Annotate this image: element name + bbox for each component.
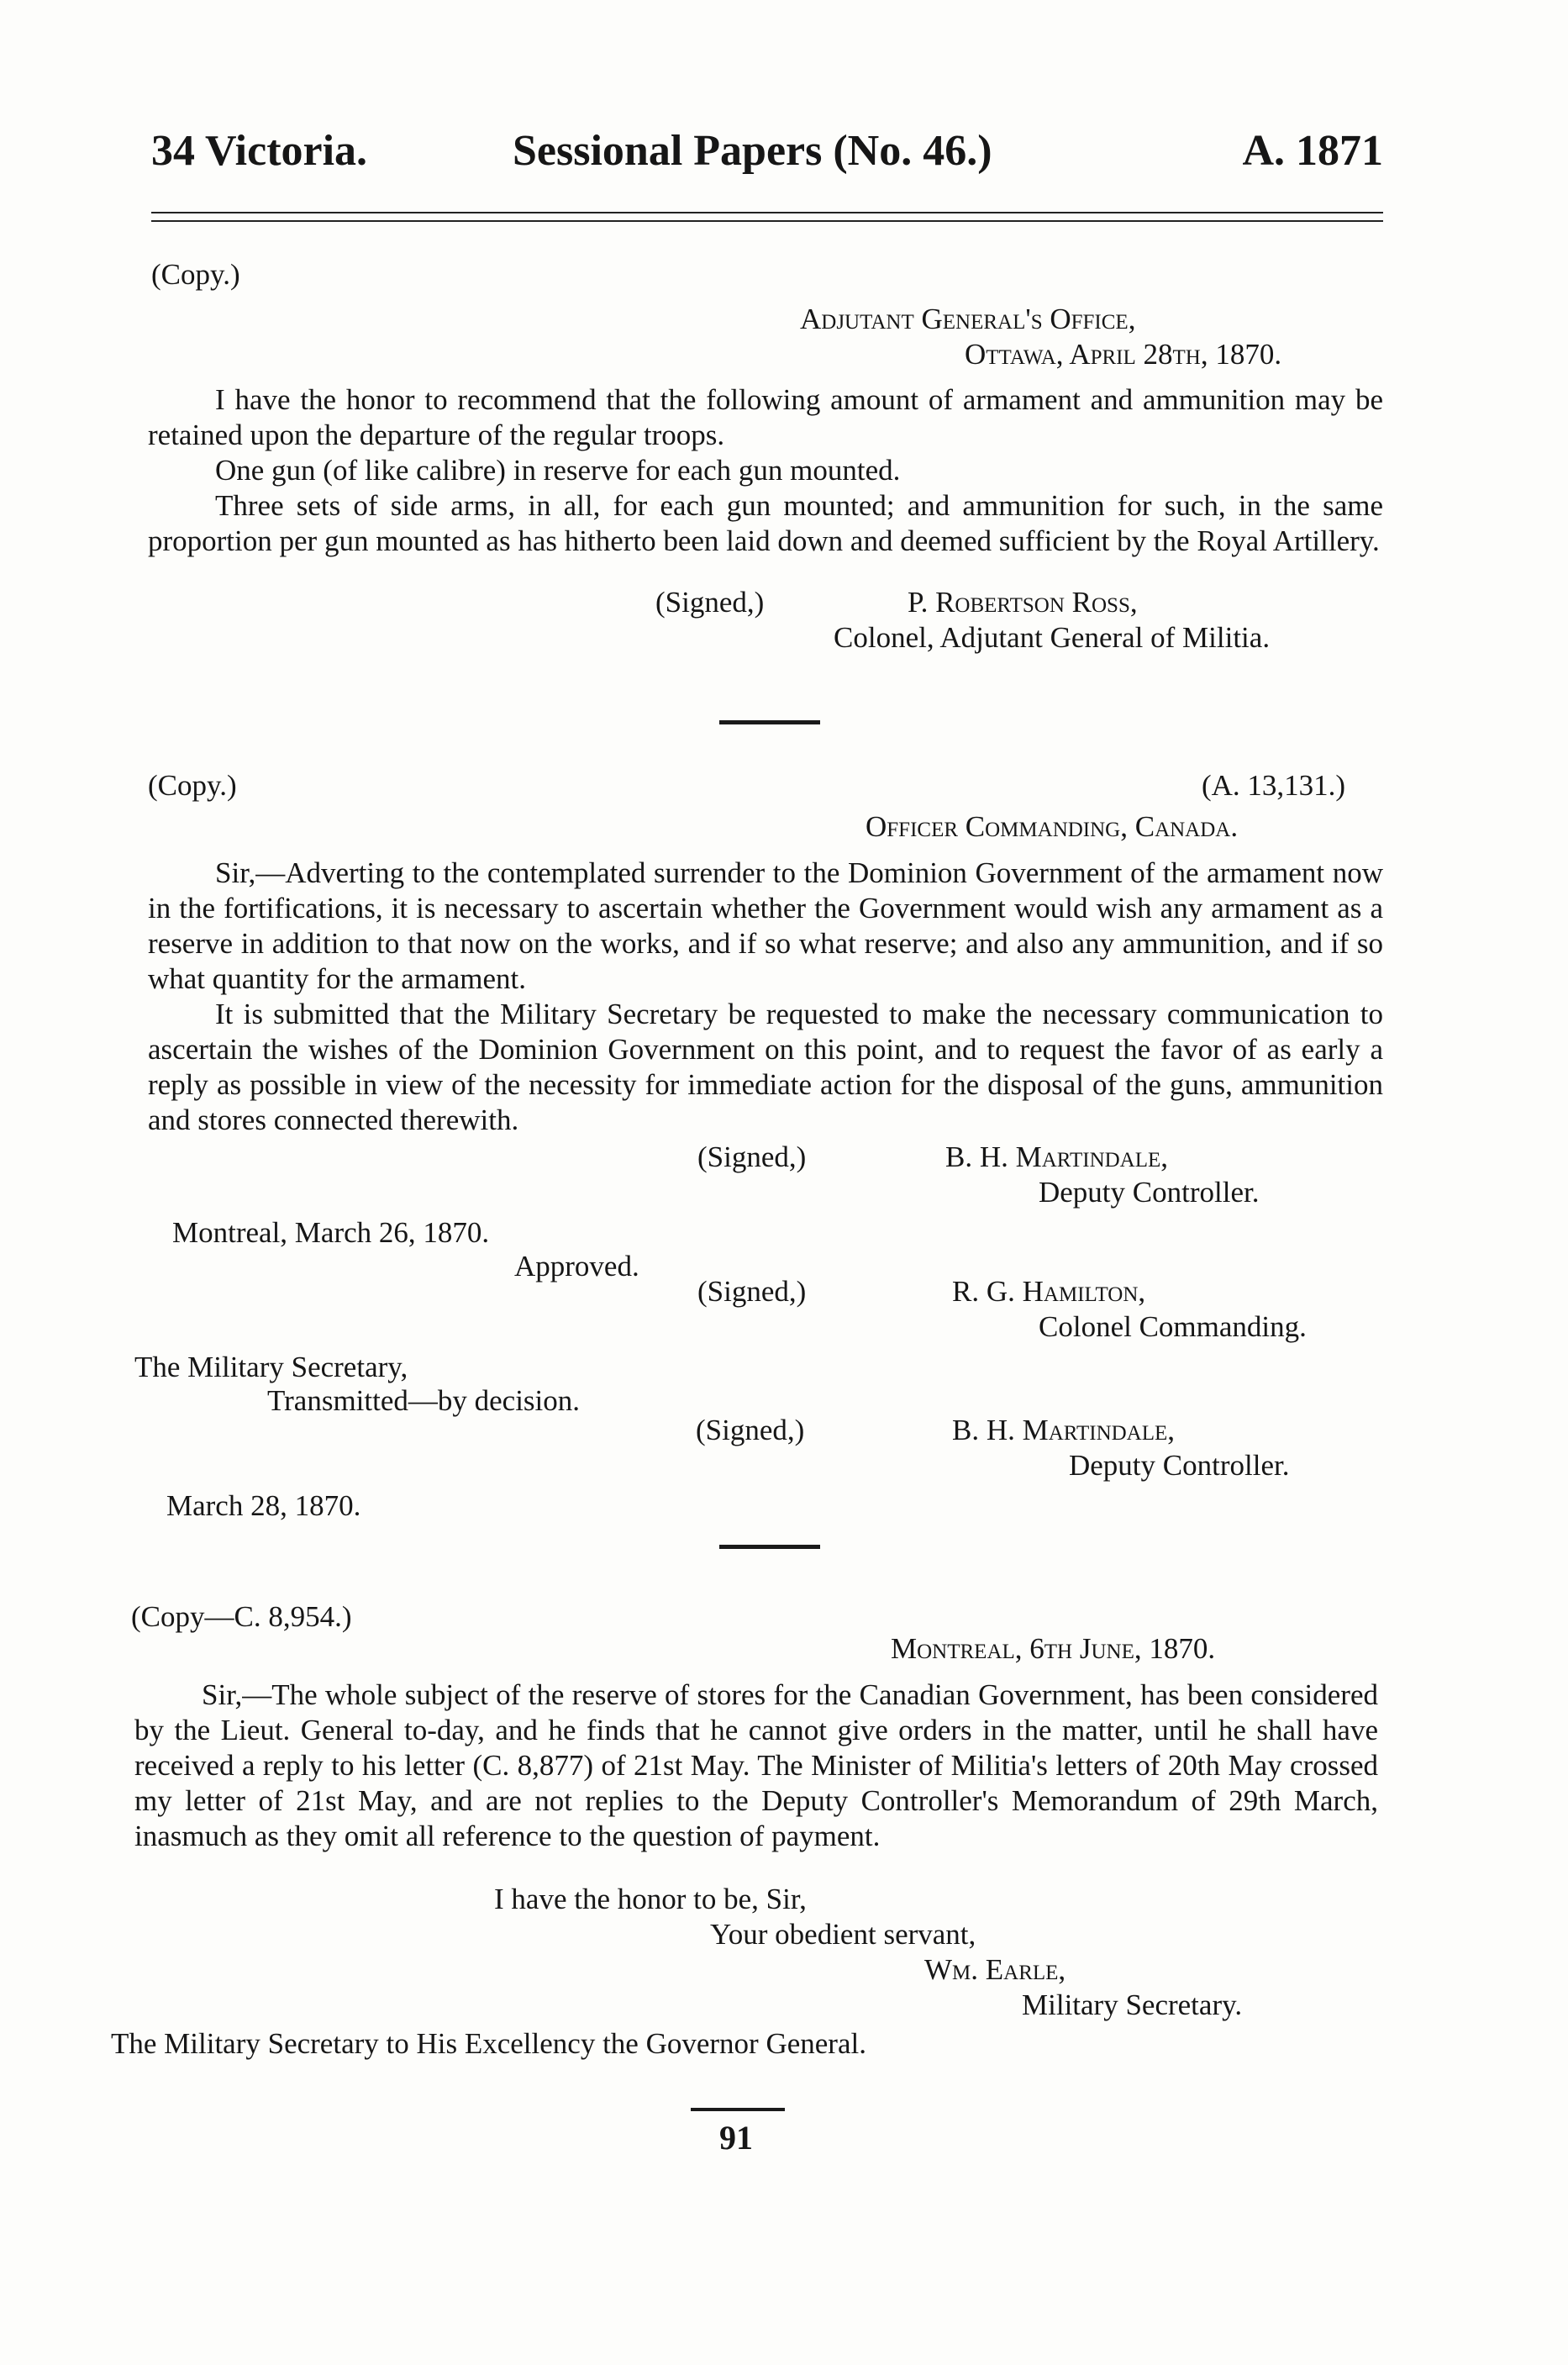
letter1-body (148, 382, 1383, 559)
section-separator (719, 1545, 820, 1549)
letter2-paragraph: It is submitted that the Military Secretary be requested to make the necessary communication to ascertain the wishes of the Dominion Government on this point, and to request the favor of as early a reply as possible in view of the necessity for immediate action for the disposal of the guns, ammunition and stores connected therewith. (148, 998, 1383, 1136)
letter2-place-date: Montreal, March 26, 1870. (172, 1216, 490, 1249)
header-left: 34 Victoria. (151, 127, 368, 175)
letter2-date2: March 28, 1870. (166, 1489, 361, 1522)
letter2-signed-1: (Signed,) (697, 1140, 807, 1173)
letter2-paragraph: Sir,—Adverting to the contemplated surrender to the Dominion Government of the armament now in the fortifications, it is necessary to ascertain whether the Government would wish any armament as a reserve in addition to that now on the works, and if so what reserve; and also any ammunition, and if so what quantity for the armament. (148, 856, 1383, 995)
letter1-signer-name: P. Robertson Ross, (908, 586, 1138, 619)
letter2-addressee: The Military Secretary, (134, 1351, 408, 1383)
letter2-copy-label: (Copy.) (148, 769, 237, 802)
letter1-paragraph: One gun (of like calibre) in reserve for each gun mounted. (215, 454, 901, 487)
letter3-paragraph: Sir,—The whole subject of the reserve of stores for the Canadian Government, has been considered by the Lieut. General to-day, and he finds that he cannot give orders in the matter, until he shall have received a reply to his letter (C. 8,877) of 21st May. The Minister of Militia's letters of 20th May crossed my letter of 21st May, and are not replies to the Deputy Controller's Memorandum of 29th March, inasmuch as they omit all reference to the question of payment. (134, 1678, 1378, 1852)
letter3-place-date: Montreal, 6th June, 1870. (891, 1632, 1216, 1665)
footer-rule (691, 2108, 785, 2111)
letter1-signed: (Signed,) (655, 586, 765, 619)
letter1-place-date: Ottawa, April 28th, 1870. (965, 338, 1282, 371)
letter2-signer-name-1: B. H. Martindale, (945, 1140, 1169, 1173)
header-center: Sessional Papers (No. 46.) (513, 127, 992, 175)
letter1-office: Adjutant General's Office, (800, 303, 1136, 335)
section-separator (719, 720, 820, 724)
letter3-addressee: The Military Secretary to His Excellency the Governor General. (111, 2027, 866, 2060)
letter3-closing-1: I have the honor to be, Sir, (494, 1883, 807, 1915)
letter2-signed-2: (Signed,) (697, 1275, 807, 1308)
letter3-body (134, 1678, 1378, 1854)
letter1-copy-label: (Copy.) (151, 258, 240, 291)
letter3-closing-2: Your obedient servant, (710, 1918, 976, 1951)
letter2-reference: (A. 13,131.) (1202, 769, 1346, 802)
running-header (151, 126, 1383, 193)
letter1-paragraph: Three sets of side arms, in all, for each gun mounted; and ammunition for such, in the same proportion per gun mounted as has hitherto been laid down and deemed sufficient by the Royal Artillery. (148, 489, 1383, 557)
letter1-paragraph: I have the honor to recommend that the following amount of armament and ammunition may be retained upon the departure of the regular troops. (148, 383, 1383, 451)
letter2-approved: Approved. (514, 1250, 639, 1283)
letter2-body (148, 856, 1383, 1138)
letter1-signer-title: Colonel, Adjutant General of Militia. (834, 621, 1271, 654)
page-number: 91 (719, 2119, 753, 2157)
letter3-copy-label: (Copy—C. 8,954.) (131, 1600, 352, 1633)
header-rule-top (151, 212, 1383, 213)
letter2-signer-name-2: R. G. Hamilton, (952, 1275, 1146, 1308)
letter3-signer-title: Military Secretary. (1022, 1988, 1243, 2021)
header-rule-bottom (151, 220, 1383, 222)
letter3-signer-name: Wm. Earle, (924, 1953, 1066, 1986)
letter2-office: Officer Commanding, Canada. (866, 810, 1239, 843)
letter2-signer-title-1: Deputy Controller. (1039, 1176, 1260, 1209)
header-right: A. 1871 (1242, 127, 1383, 175)
letter2-signer-name-3: B. H. Martindale, (952, 1414, 1176, 1446)
letter2-transmitted: Transmitted—by decision. (267, 1384, 581, 1417)
letter2-signer-title-3: Deputy Controller. (1069, 1449, 1290, 1482)
letter2-signed-3: (Signed,) (696, 1414, 805, 1446)
letter2-signer-title-2: Colonel Commanding. (1039, 1310, 1307, 1343)
